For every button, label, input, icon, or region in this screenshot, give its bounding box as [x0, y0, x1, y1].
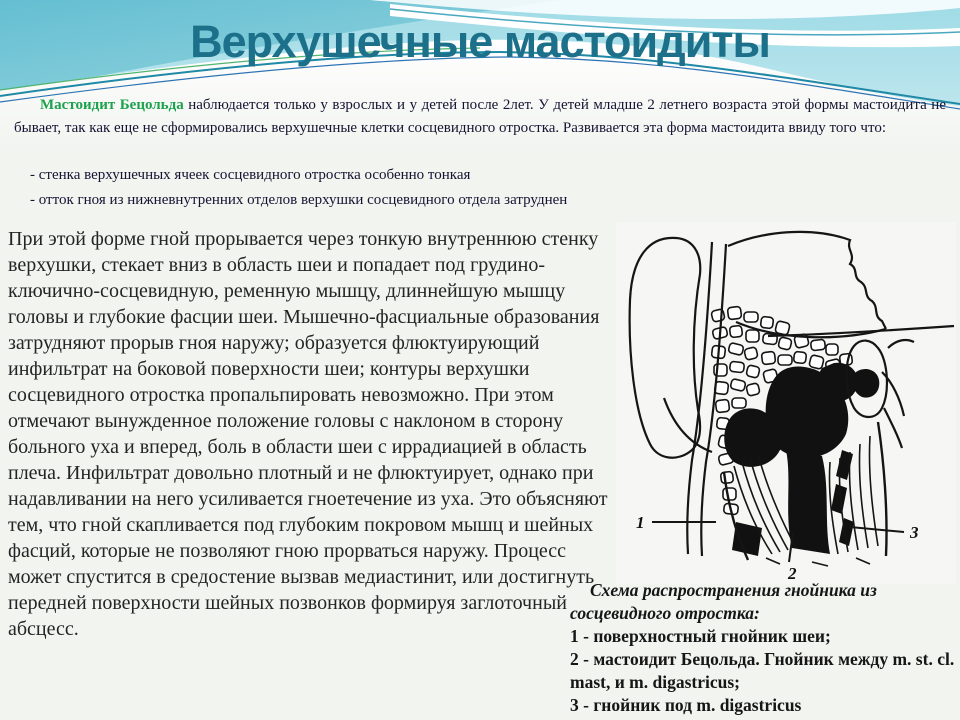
- figure-caption: [570, 579, 958, 717]
- intro-lead-term: Мастоидит Бецольда: [40, 97, 184, 113]
- figure-caption-title: Схема распространения гнойника из сосцевидного отростка:: [570, 580, 877, 623]
- figure-label-2: 2: [788, 564, 797, 583]
- bullet-item: - отток гноя из нижневнутренних отделов верхушки сосцевидного отдела затруднен: [30, 192, 568, 208]
- anatomy-diagram: [616, 222, 956, 584]
- page-title: Верхушечные мастоидиты: [190, 16, 770, 67]
- body-paragraph: При этой форме гной прорывается через тонкую внутреннюю стенку верхушки, стекает вниз в область шеи и попадает под грудино-ключично-сосцевидную, ременную мышцу, длиннейшую мышцу головы и глубокие фасции шеи. Мышечно-фасциальные образования затрудняют прорыв гноя наружу; образуется флюктуирующий инфильтрат на боковой поверхности шеи; контуры верхушки сосцевидного отростка пропальпировать невозможно. При этом отмечают вынужденное положение головы с наклоном в сторону больного уха и вперед, боль в области шеи с иррадиацией в область плеча. Инфильтрат довольно плотный и не флюктуирует, однако при надавливании на него усиливается гноетечение из уха. Это объясняют тем, что гной скапливается под глубоким покровом мышц и шейных фасций, которые не позволяют гною прорваться наружу. Процесс может спустится в средостение вызвав медиастинит, или достигнуть передней поверхности шейных позвонков формируя заглоточный абсцесс.: [8, 228, 608, 640]
- figure-label-1: 1: [636, 513, 645, 532]
- caption-item: 2 - мастоидит Бецольда. Гнойник между m. st. cl. mast, и m. digastricus;: [570, 649, 955, 692]
- intro-paragraph: [14, 94, 946, 140]
- figure-label-3: 3: [910, 523, 919, 542]
- bullet-item: - стенка верхушечных ячеек сосцевидного отростка особенно тонкая: [30, 167, 471, 183]
- caption-item: 3 - гнойник под m. digastricus: [570, 695, 802, 715]
- caption-item: 1 - поверхностный гнойник шеи;: [570, 626, 831, 646]
- intro-text: наблюдается только у взрослых и у детей после 2лет. У детей младше 2 летнего возраста этой формы мастоидита не бывает, так как еще не сформировались верхушечные клетки сосцевидного отростка. Развивается эта форма мастоидита ввиду того что:: [14, 97, 946, 136]
- intro-bullets: [30, 163, 750, 213]
- anatomy-figure: [616, 222, 956, 584]
